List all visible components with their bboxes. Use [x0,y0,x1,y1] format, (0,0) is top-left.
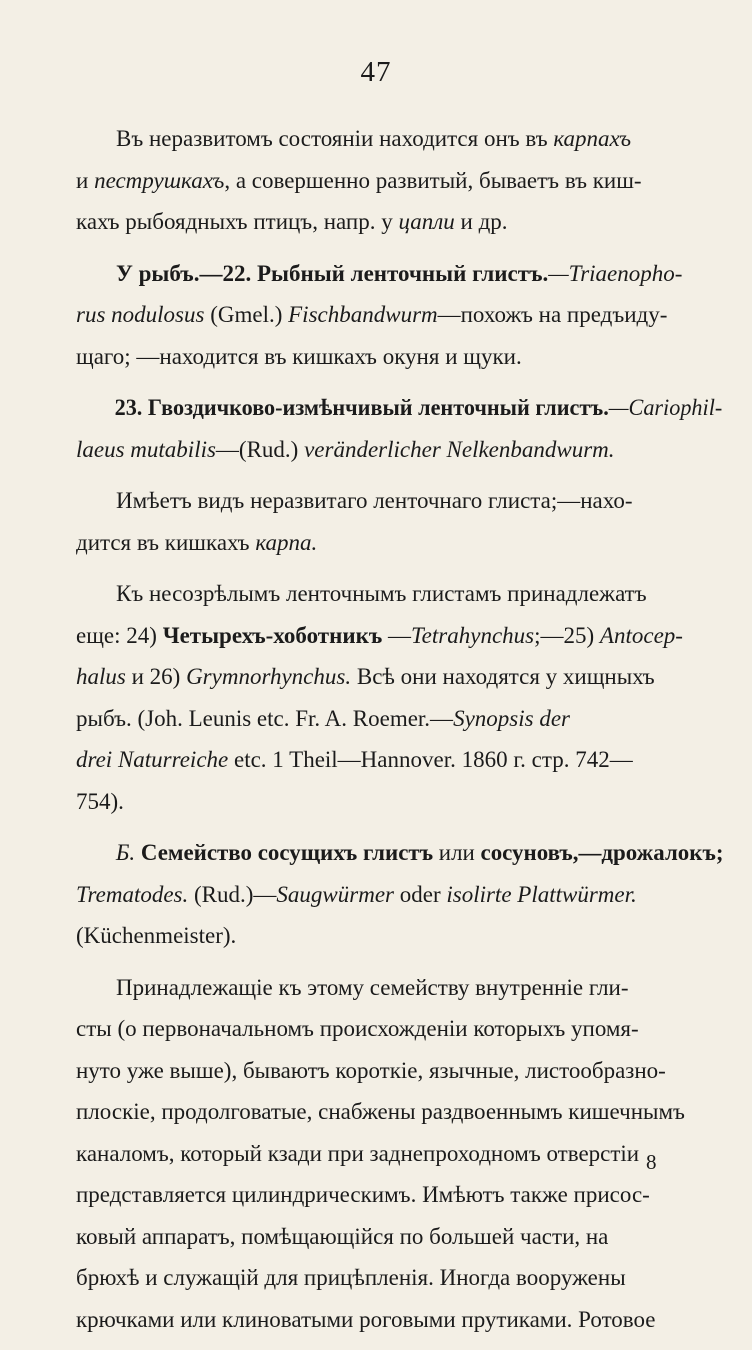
text-line: нуто уже выше), бываютъ короткiе, язычные, листообразно- [76,1057,666,1083]
text-line: рыбъ. (Joh. Leunis etc. Fr. A. Roemer.—Synopsis der [76,705,570,731]
text-line: Б. Семейство сосущихъ глистъ или сосуновъ,—дрожалокъ; [115,840,724,865]
text-line: плоскiе, продолговатые, снабжены раздвоеннымъ кишечнымъ [76,1099,685,1124]
text-line: сты (о первоначальномъ происхожденiи которыхъ упомя- [76,1016,639,1041]
paragraph-5 [76,573,724,822]
text-line: Въ неразвитомъ состоянiи находится онъ въ карпахъ [116,126,632,151]
text-line: Къ несозрѣлымъ ленточнымъ глистамъ принадлежатъ [116,581,647,606]
text-line: (Küchenmeister). [76,923,237,948]
text-line: 23. Гвоздичково-измѣнчивый ленточный глистъ.—Cariophil- [114,395,723,420]
text-line: drei Naturreiche etc. 1 Theil—Hannover. 1860 г. стр. 742— [76,747,633,772]
text-line: ковый аппаратъ, помѣщающiйся по большей части, на [76,1223,609,1249]
text-line: дится въ кишкахъ карпа. [76,529,318,555]
paragraph-6 [76,832,724,957]
paragraph-2 [76,253,724,378]
signature-mark: 8 [646,1150,657,1174]
page-number: 47 [360,56,392,88]
text-line: еще: 24) Четырехъ-хоботникъ —Tetrahynchus;—25) Antocep- [76,622,683,648]
text-line: halus и 26) Grymnorhynchus. Всѣ они находятся у хищныхъ [76,664,655,689]
text-line: 754). [76,788,124,814]
text-line: Принадлежащiе къ этому семейству внутреннiе гли- [116,974,629,1000]
paragraph-4 [76,480,724,563]
text-line: брюхѣ и служащiй для прицѣпленiя. Иногда вооружены [76,1265,626,1290]
paragraph-1 [76,118,724,243]
text-line: кахъ рыбоядныхъ птицъ, напр. у цапли и др. [76,209,508,234]
text-line: laeus mutabilis—(Rud.) veränderlicher Nelkenbandwurm. [76,436,615,462]
text-line: представляется цилиндрическимъ. Имѣютъ также присос- [76,1182,650,1207]
paragraph-7 [76,967,724,1341]
text-line: и пеструшкахъ, а совершенно развитый, бываетъ въ киш- [76,167,642,193]
text-line: каналомъ, который кзади при заднепроходномъ отверстiи [76,1140,640,1166]
text-line: У рыбъ.—22. Рыбный ленточный глистъ.—Triaenopho- [116,260,683,286]
text-line: крючками или клиноватыми роговыми прутиками. Ротовое [76,1306,656,1332]
text-line: Trematodes. (Rud.)—Saugwürmer oder isolirte Plattwürmer. [76,881,637,907]
text-line: щаго; —находится въ кишкахъ окуня и щуки. [76,343,522,369]
text-line: rus nodulosus (Gmel.) Fischbandwurm—похожъ на предъиду- [76,302,668,327]
paragraph-3 [76,387,724,470]
text-line: Имѣетъ видъ неразвитаго ленточнаго глиста;—нахо- [116,488,633,513]
body-text [76,118,724,1350]
